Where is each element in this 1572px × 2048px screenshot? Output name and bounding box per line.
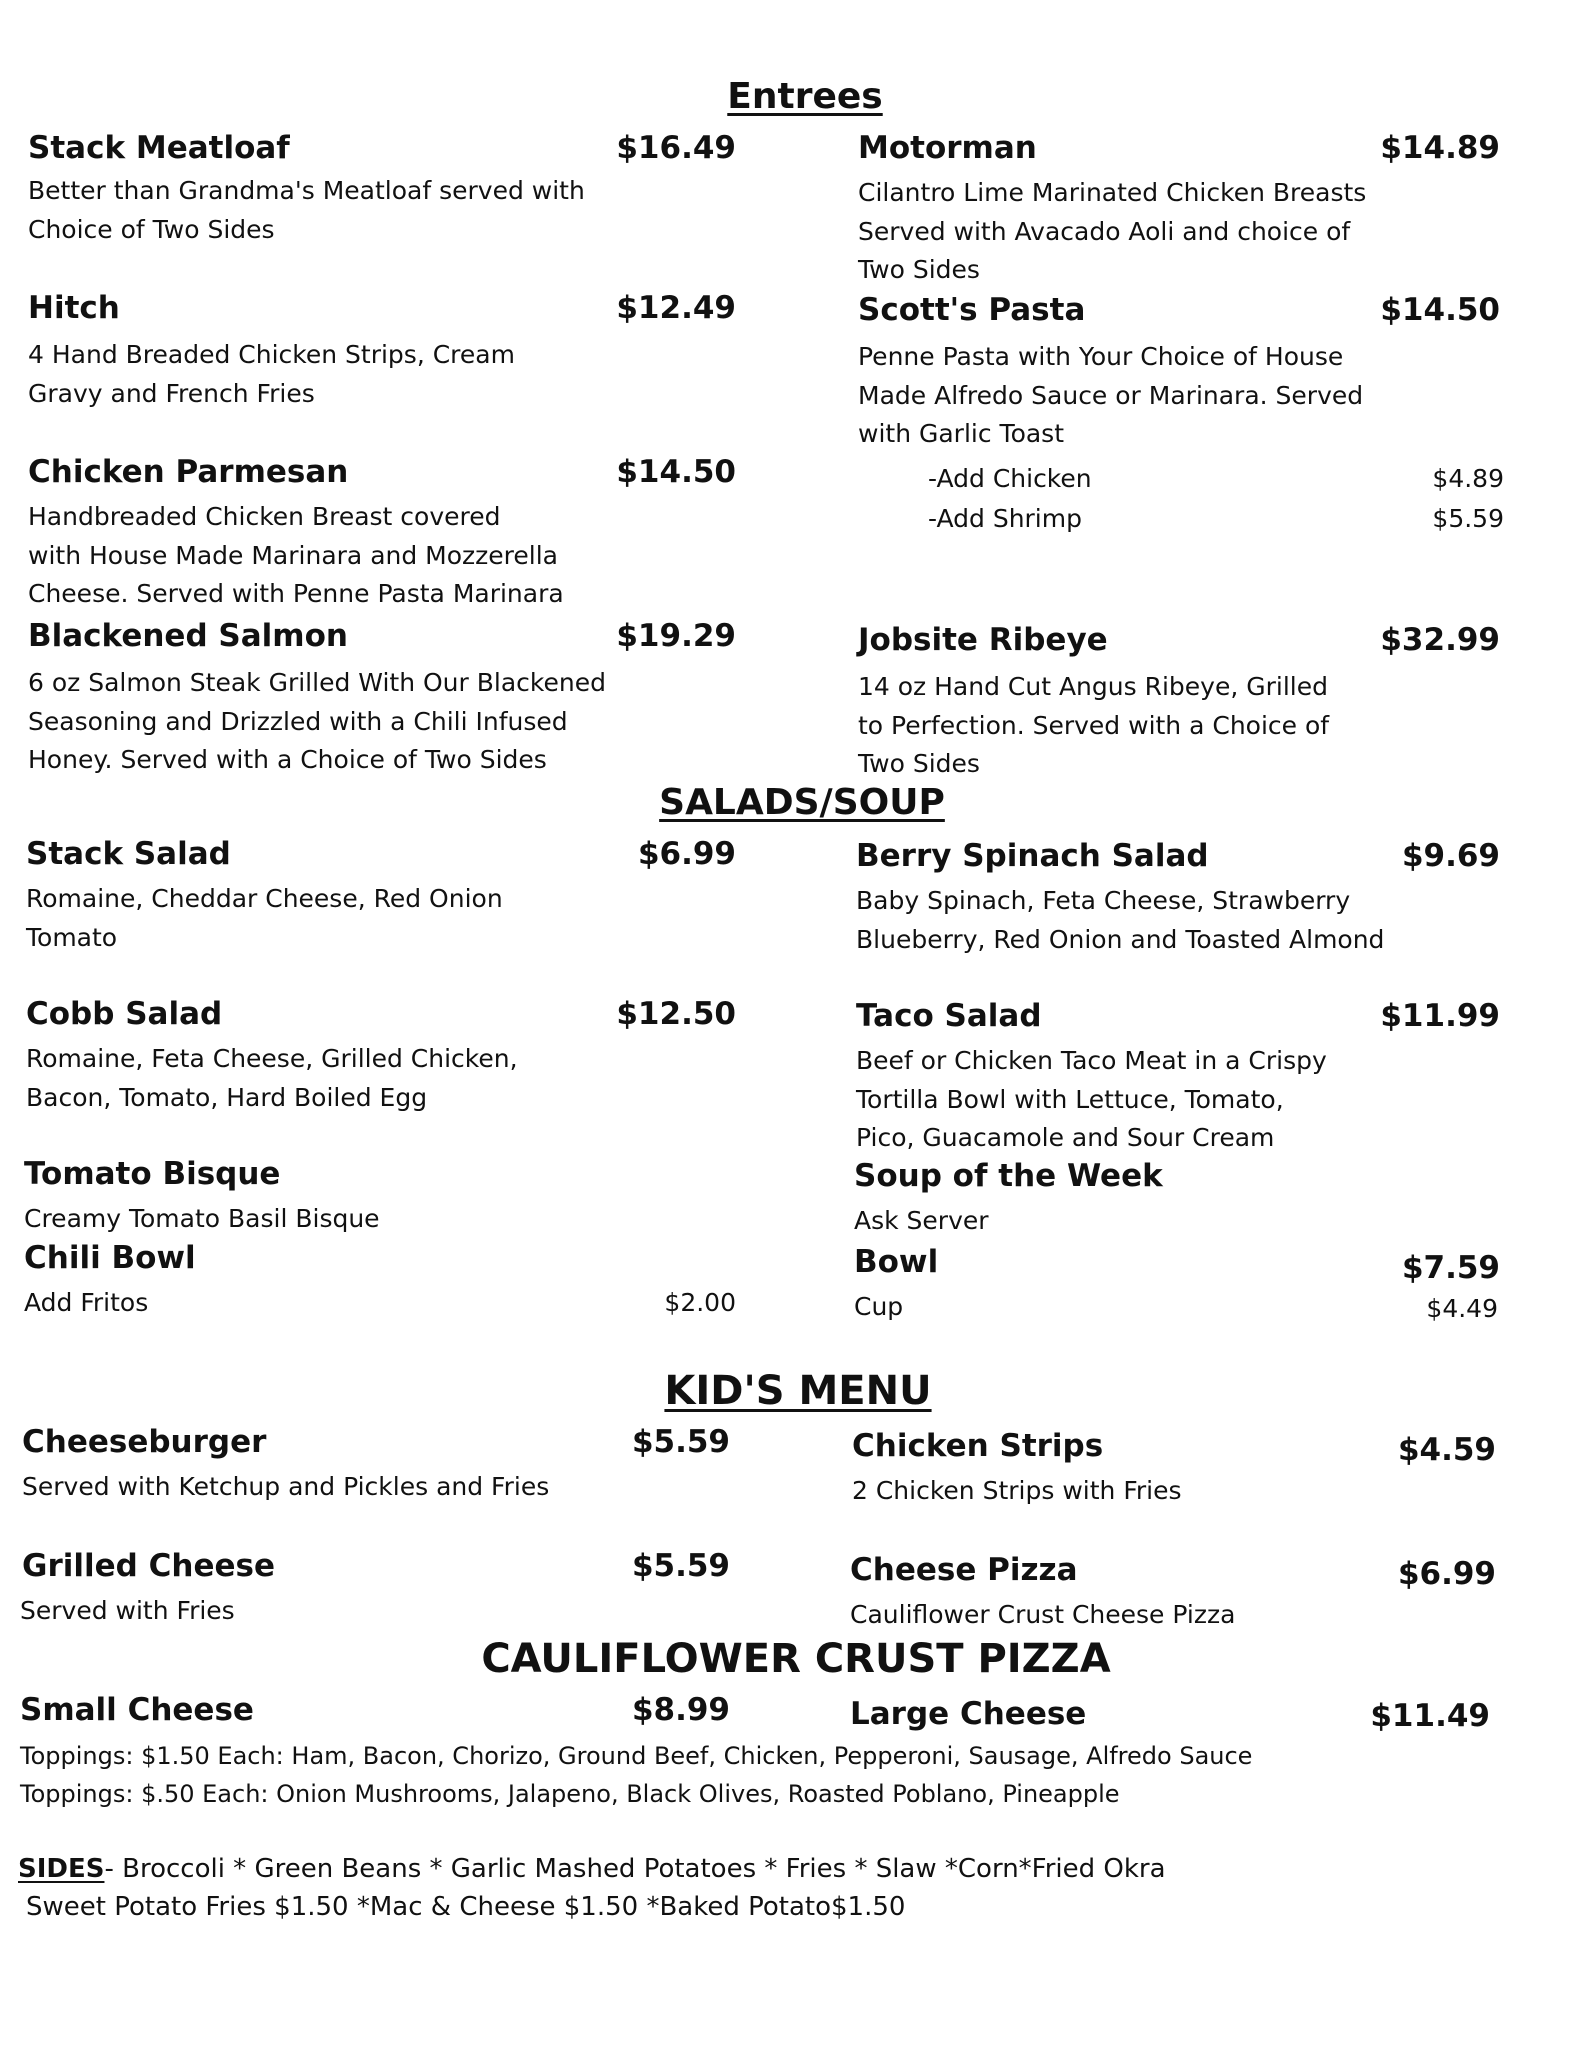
item-price-taco-salad: $11.99	[1380, 998, 1500, 1034]
item-name-berry-spinach-salad: Berry Spinach Salad	[856, 838, 1209, 874]
item-desc-stack-salad: Romaine, Cheddar Cheese, Red Onion Tomato	[26, 884, 503, 952]
item-name-stack-salad: Stack Salad	[26, 836, 231, 872]
item-desc-taco-salad: Beef or Chicken Taco Meat in a Crispy Tortilla Bowl with Lettuce, Tomato, Pico, Guacamole and Sour Cream	[856, 1046, 1327, 1152]
item-name-blackened-salmon: Blackened Salmon	[28, 618, 348, 654]
item-name-chili-bowl: Chili Bowl	[24, 1240, 196, 1276]
item-name-small-cheese: Small Cheese	[20, 1692, 254, 1728]
item-name-soup-bowl: Bowl	[854, 1244, 939, 1280]
item-desc-chicken-strips: 2 Chicken Strips with Fries	[852, 1476, 1182, 1505]
item-price-chicken-parmesan: $14.50	[616, 454, 736, 490]
addon-chicken-price: $4.89	[1432, 464, 1504, 493]
item-desc-stack-meatloaf: Better than Grandma's Meatloaf served with Choice of Two Sides	[28, 176, 585, 244]
item-name-grilled-cheese: Grilled Cheese	[22, 1548, 275, 1584]
item-price-soup-cup: $4.49	[1426, 1294, 1498, 1323]
item-name-cheese-pizza: Cheese Pizza	[850, 1552, 1078, 1588]
item-price-large-cheese: $11.49	[1370, 1698, 1490, 1734]
toppings-premium: Toppings: $1.50 Each: Ham, Bacon, Chorizo, Ground Beef, Chicken, Pepperoni, Sausage, Alfredo Sauce	[20, 1742, 1253, 1770]
item-price-jobsite-ribeye: $32.99	[1380, 622, 1500, 658]
item-price-soup-bowl: $7.59	[1401, 1250, 1500, 1286]
item-price-cheeseburger: $5.59	[631, 1424, 730, 1460]
item-price-small-cheese: $8.99	[631, 1692, 730, 1728]
section-title-salads-soup: SALADS/SOUP	[659, 782, 945, 823]
toppings-standard: Toppings: $.50 Each: Onion Mushrooms, Jalapeno, Black Olives, Roasted Poblano, Pineapple	[20, 1780, 1120, 1808]
item-desc-motorman: Cilantro Lime Marinated Chicken Breasts Served with Avacado Aoli and choice of Two Sides	[858, 178, 1367, 284]
item-desc-cobb-salad: Romaine, Feta Cheese, Grilled Chicken, Bacon, Tomato, Hard Boiled Egg	[26, 1044, 518, 1112]
item-name-hitch: Hitch	[28, 290, 120, 326]
item-desc-chicken-parmesan: Handbreaded Chicken Breast covered with House Made Marinara and Mozzerella Cheese. Served with Penne Pasta Marinara	[28, 502, 564, 608]
item-desc-scotts-pasta: Penne Pasta with Your Choice of House Made Alfredo Sauce or Marinara. Served with Garlic Toast	[858, 342, 1364, 448]
item-name-cheeseburger: Cheeseburger	[22, 1424, 267, 1460]
item-price-grilled-cheese: $5.59	[631, 1548, 730, 1584]
item-price-blackened-salmon: $19.29	[616, 618, 736, 654]
addon-fritos-price: $2.00	[664, 1288, 736, 1317]
item-price-stack-meatloaf: $16.49	[616, 130, 736, 166]
item-desc-grilled-cheese: Served with Fries	[20, 1596, 235, 1625]
item-name-motorman: Motorman	[858, 130, 1037, 166]
addon-shrimp: -Add Shrimp	[928, 504, 1082, 533]
item-desc-cheeseburger: Served with Ketchup and Pickles and Fries	[22, 1472, 550, 1501]
item-price-hitch: $12.49	[616, 290, 736, 326]
item-name-soup-cup: Cup	[854, 1292, 904, 1321]
section-title-kids-menu: KID'S MENU	[664, 1368, 932, 1414]
item-price-berry-spinach-salad: $9.69	[1401, 838, 1500, 874]
item-name-chicken-parmesan: Chicken Parmesan	[28, 454, 349, 490]
item-desc-cheese-pizza: Cauliflower Crust Cheese Pizza	[850, 1600, 1236, 1629]
item-name-scotts-pasta: Scott's Pasta	[858, 292, 1086, 328]
sides-list: - Broccoli * Green Beans * Garlic Mashed Potatoes * Fries * Slaw *Corn*Fried Okra	[104, 1854, 1166, 1884]
item-name-soup-of-the-week: Soup of the Week	[854, 1158, 1163, 1194]
section-title-entrees: Entrees	[727, 76, 883, 117]
item-desc-soup-of-the-week: Ask Server	[854, 1206, 989, 1235]
item-name-cobb-salad: Cobb Salad	[26, 996, 223, 1032]
item-name-jobsite-ribeye: Jobsite Ribeye	[858, 622, 1108, 658]
item-price-cobb-salad: $12.50	[616, 996, 736, 1032]
addon-chicken: -Add Chicken	[928, 464, 1092, 493]
item-price-chicken-strips: $4.59	[1397, 1432, 1496, 1468]
item-name-tomato-bisque: Tomato Bisque	[24, 1156, 281, 1192]
item-name-stack-meatloaf: Stack Meatloaf	[28, 130, 290, 166]
item-price-motorman: $14.89	[1380, 130, 1500, 166]
addon-shrimp-price: $5.59	[1432, 504, 1504, 533]
item-price-scotts-pasta: $14.50	[1380, 292, 1500, 328]
sides-line-2: Sweet Potato Fries $1.50 *Mac & Cheese $1.50 *Baked Potato$1.50	[26, 1892, 906, 1922]
item-price-stack-salad: $6.99	[637, 836, 736, 872]
addon-fritos: Add Fritos	[24, 1288, 149, 1317]
item-name-taco-salad: Taco Salad	[856, 998, 1042, 1034]
section-title-cauliflower-pizza: CAULIFLOWER CRUST PIZZA	[481, 1636, 1111, 1682]
item-name-chicken-strips: Chicken Strips	[852, 1428, 1104, 1464]
sides-line-1	[18, 1854, 1166, 1884]
item-desc-blackened-salmon: 6 oz Salmon Steak Grilled With Our Blackened Seasoning and Drizzled with a Chili Infused Honey. Served with a Choice of Two Sides	[28, 668, 606, 774]
item-price-cheese-pizza: $6.99	[1397, 1556, 1496, 1592]
item-name-large-cheese: Large Cheese	[850, 1696, 1087, 1732]
item-desc-tomato-bisque: Creamy Tomato Basil Bisque	[24, 1204, 380, 1233]
sides-label: SIDES	[18, 1854, 105, 1884]
item-desc-hitch: 4 Hand Breaded Chicken Strips, Cream Gravy and French Fries	[28, 340, 515, 408]
item-desc-berry-spinach-salad: Baby Spinach, Feta Cheese, Strawberry Blueberry, Red Onion and Toasted Almond	[856, 886, 1385, 954]
item-desc-jobsite-ribeye: 14 oz Hand Cut Angus Ribeye, Grilled to Perfection. Served with a Choice of Two Sides	[858, 672, 1330, 778]
